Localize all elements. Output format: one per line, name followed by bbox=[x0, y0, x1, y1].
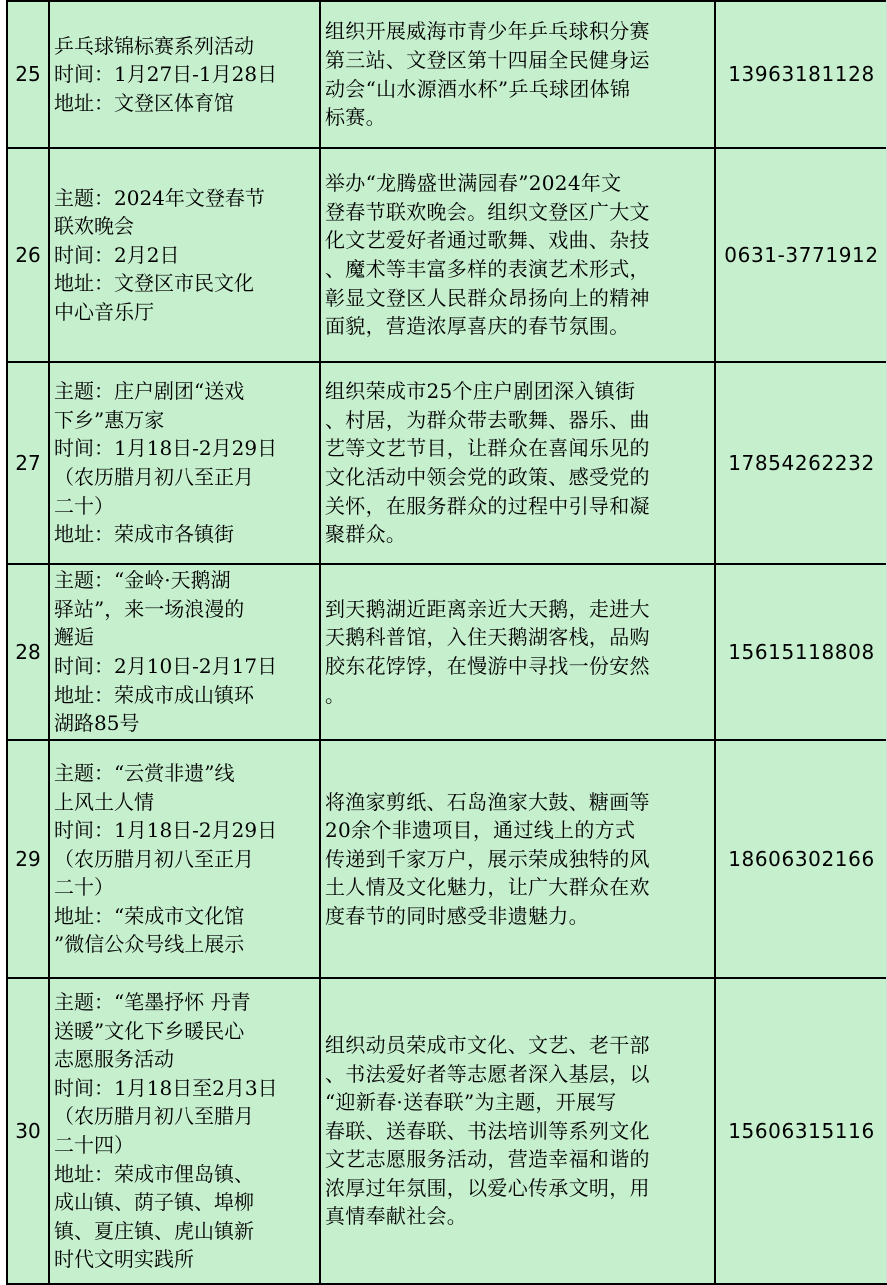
event-info-line: 联欢晚会 bbox=[54, 214, 134, 239]
event-info-cell bbox=[49, 740, 320, 978]
event-info-line: 时间：1月27日-1月28日 bbox=[54, 62, 278, 87]
event-info-line: 时代文明实践所 bbox=[54, 1247, 194, 1272]
event-description-line: 文化活动中领会党的政策、感受党的 bbox=[325, 465, 650, 489]
event-description-line: 举办“龙腾盛世满园春”2024年文 bbox=[325, 171, 622, 196]
event-description-line: 关怀，在服务群众的过程中引导和凝 bbox=[325, 493, 650, 518]
event-description-line: 彰显文登区人民群众昂扬向上的精神 bbox=[325, 285, 650, 310]
row-number: 27 bbox=[7, 362, 49, 564]
event-info-line: 时间：2月2日 bbox=[54, 242, 180, 267]
row-number: 29 bbox=[7, 740, 49, 978]
contact-phone: 17854262232 bbox=[715, 362, 887, 564]
event-description-cell bbox=[320, 148, 715, 362]
row-number: 28 bbox=[7, 564, 49, 740]
event-description-line: 胶东花饽饽，在慢游中寻找一份安然 bbox=[325, 654, 650, 678]
event-description-line: “迎新春·送春联”为主题，开展写 bbox=[325, 1090, 617, 1115]
event-info-cell bbox=[49, 564, 320, 740]
event-info-line: 地址：荣成市成山镇环 bbox=[54, 682, 254, 707]
event-info-cell bbox=[49, 978, 320, 1284]
row-number: 30 bbox=[7, 978, 49, 1284]
event-info-line: （农历腊月初八至正月 bbox=[54, 846, 254, 871]
event-description-line: 天鹅科普馆，入住天鹅湖客栈，品购 bbox=[325, 625, 650, 650]
event-description-line: 组织动员荣成市文化、文艺、老干部 bbox=[325, 1032, 650, 1057]
event-description-line: 真情奉献社会。 bbox=[325, 1204, 468, 1229]
event-description-cell bbox=[320, 1, 715, 148]
contact-phone: 15606315116 bbox=[715, 978, 887, 1284]
event-info-line: 主题：“笔墨抒怀 丹青 bbox=[54, 990, 251, 1015]
event-description-cell bbox=[320, 978, 715, 1284]
event-info-line: 乒乓球锦标赛系列活动 bbox=[54, 33, 254, 58]
event-info-line: 镇、夏庄镇、虎山镇新 bbox=[54, 1218, 254, 1243]
event-description-line: 艺等文艺节目，让群众在喜闻乐见的 bbox=[325, 436, 650, 461]
event-info-line: 地址：文登区市民文化 bbox=[54, 271, 254, 296]
event-info-line: 地址：文登区体育馆 bbox=[54, 90, 234, 115]
events-table-body bbox=[7, 1, 887, 1284]
event-description-line: 土人情及文化魅力，让广大群众在欢 bbox=[325, 875, 650, 900]
event-info-line: 时间：1月18日-2月29日 bbox=[54, 818, 278, 843]
table-row bbox=[7, 978, 887, 1284]
event-description-line: 春联、送春联、书法培训等系列文化 bbox=[325, 1118, 650, 1143]
event-description-cell bbox=[320, 740, 715, 978]
event-info-line: 主题：“云赏非遗”线 bbox=[54, 760, 235, 785]
event-info-line: （农历腊月初八至正月 bbox=[54, 465, 254, 489]
table-row bbox=[7, 564, 887, 740]
event-description-line: 度春节的同时感受非遗魅力。 bbox=[325, 903, 589, 928]
event-info-line: 地址：荣成市俚岛镇、 bbox=[54, 1161, 254, 1186]
event-info-line: 主题：庄户剧团“送戏 bbox=[54, 379, 245, 404]
event-description-line: 浓厚过年氛围，以爱心传承文明，用 bbox=[325, 1175, 650, 1200]
event-info-line: ”微信公众号线上展示 bbox=[54, 932, 245, 957]
table-row bbox=[7, 362, 887, 564]
event-info-line: 下乡”惠万家 bbox=[54, 407, 165, 432]
event-info-line: 主题：2024年文登春节 bbox=[54, 185, 265, 210]
event-info-line: 湖路85号 bbox=[54, 711, 140, 736]
event-description-line: 组织荣成市25个庄户剧团深入镇街 bbox=[325, 379, 636, 404]
contact-phone: 15615118808 bbox=[715, 564, 887, 740]
event-description-line: 登春节联欢晚会。组织文登区广大文 bbox=[325, 199, 650, 224]
event-info-line: 二十四） bbox=[54, 1133, 134, 1157]
event-description-line: 、书法爱好者等志愿者深入基层，以 bbox=[325, 1061, 650, 1086]
event-info-line: 地址：“荣成市文化馆 bbox=[54, 903, 245, 928]
event-info-cell bbox=[49, 148, 320, 362]
event-info-line: 主题：“金岭·天鹅湖 bbox=[54, 568, 231, 593]
event-info-line: 送暖”文化下乡暖民心 bbox=[54, 1018, 245, 1043]
event-info-line: 地址：荣成市各镇街 bbox=[54, 522, 234, 547]
event-description-line: 。 bbox=[325, 682, 346, 707]
contact-phone: 13963181128 bbox=[715, 1, 887, 148]
event-description-line: 传递到千家万户，展示荣成独特的风 bbox=[325, 846, 650, 871]
event-info-line: 二十） bbox=[54, 875, 114, 900]
event-info-line: 邂逅 bbox=[54, 625, 94, 650]
row-number: 25 bbox=[7, 1, 49, 148]
event-description-line: 、魔术等丰富多样的表演艺术形式， bbox=[325, 257, 650, 281]
event-description-line: 、村居，为群众带去歌舞、器乐、曲 bbox=[325, 407, 650, 432]
event-description-line: 动会“山水源酒水杯”乒乓球团体锦 bbox=[325, 76, 631, 101]
event-info-line: 二十） bbox=[54, 493, 114, 518]
table-row bbox=[7, 148, 887, 362]
event-info-line: 中心音乐厅 bbox=[54, 299, 154, 324]
event-info-cell bbox=[49, 362, 320, 564]
event-info-line: 时间：2月10日-2月17日 bbox=[54, 654, 278, 678]
event-info-line: （农历腊月初八至腊月 bbox=[54, 1104, 254, 1129]
contact-phone: 18606302166 bbox=[715, 740, 887, 978]
table-row bbox=[7, 740, 887, 978]
row-number: 26 bbox=[7, 148, 49, 362]
table-row bbox=[7, 1, 887, 148]
event-description-line: 化文艺爱好者通过歌舞、戏曲、杂技 bbox=[325, 228, 650, 253]
event-info-line: 驿站”，来一场浪漫的 bbox=[54, 596, 245, 621]
event-description-line: 聚群众。 bbox=[325, 522, 407, 547]
event-description-cell bbox=[320, 362, 715, 564]
event-info-line: 时间：1月18日至2月3日 bbox=[54, 1075, 278, 1100]
contact-phone: 0631-3771912 bbox=[715, 148, 887, 362]
event-description-line: 第三站、文登区第十四届全民健身运 bbox=[325, 47, 650, 72]
event-description-line: 组织开展威海市青少年乒乓球积分赛 bbox=[325, 19, 650, 44]
event-info-line: 时间：1月18日-2月29日 bbox=[54, 436, 278, 461]
event-description-line: 到天鹅湖近距离亲近大天鹅，走进大 bbox=[325, 596, 650, 621]
event-description-line: 20余个非遗项目，通过线上的方式 bbox=[325, 818, 636, 843]
events-table bbox=[6, 0, 887, 1285]
event-description-cell bbox=[320, 564, 715, 740]
event-info-line: 上风土人情 bbox=[54, 789, 154, 814]
event-description-line: 标赛。 bbox=[325, 105, 386, 130]
event-description-line: 将渔家剪纸、石岛渔家大鼓、糖画等 bbox=[325, 789, 650, 814]
event-info-line: 成山镇、荫子镇、埠柳 bbox=[54, 1190, 254, 1215]
event-description-line: 文艺志愿服务活动，营造幸福和谐的 bbox=[325, 1147, 650, 1172]
event-info-cell bbox=[49, 1, 320, 148]
event-description-line: 面貌，营造浓厚喜庆的春节氛围。 bbox=[325, 314, 630, 339]
event-info-line: 志愿服务活动 bbox=[54, 1047, 174, 1072]
